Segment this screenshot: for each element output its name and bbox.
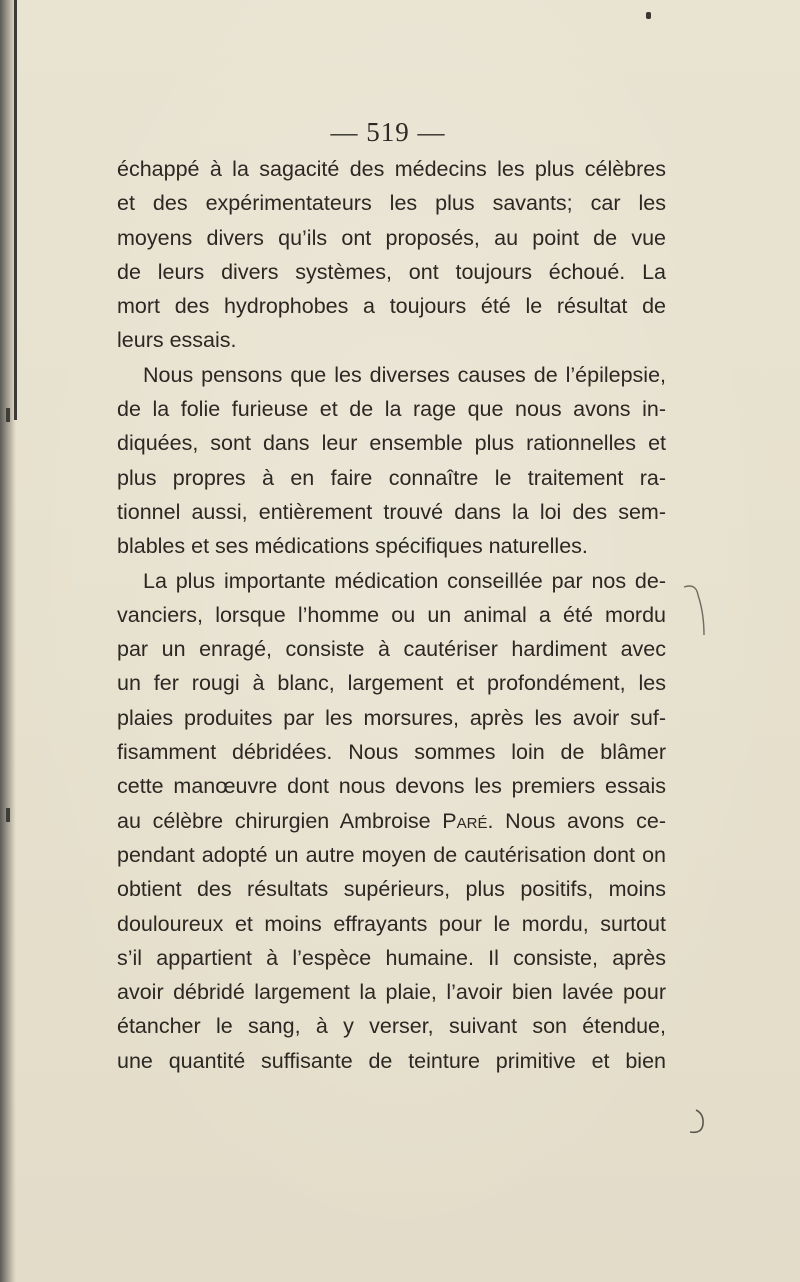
body-text (117, 152, 666, 1078)
text-line: diquées, sont dans leur ensemble plus rationnelles et (117, 431, 666, 456)
text-line: par un enragé, consiste à cautériser hardiment avec (117, 637, 666, 662)
text-line: douloureux et moins effrayants pour le mordu, surtout (117, 911, 666, 936)
page-number: — 519 — (330, 117, 446, 147)
text-line: pendant adopté un autre moyen de cautérisation dont on (117, 842, 666, 867)
text-line: obtient des résultats supérieurs, plus positifs, moins (117, 877, 666, 902)
text-line: tionnel aussi, entièrement trouvé dans la loi des sem- (117, 499, 666, 524)
text-line: avoir débridé largement la plaie, l’avoir bien lavée pour (117, 980, 666, 1005)
text-fragment: . Nous avons ce- (487, 808, 666, 833)
pencil-bracket-icon (674, 583, 714, 653)
text-fragment: au célèbre chirurgien Ambroise (117, 808, 431, 833)
text-line: fisamment débridées. Nous sommes loin de blâmer (117, 740, 666, 765)
text-line: vanciers, lorsque l’homme ou un animal a été mordu (117, 602, 666, 627)
text-line: blables et ses médications spécifiques naturelles. (117, 534, 588, 559)
text-line: mort des hydrophobes a toujours été le résultat de (117, 294, 666, 319)
text-line: Nous pensons que les diverses causes de l’épilepsie, (143, 362, 666, 387)
ink-dot (646, 12, 651, 19)
author-name: Paré (442, 808, 488, 833)
text-line: plus propres à en faire connaître le traitement ra- (117, 465, 666, 490)
text-line: de leurs divers systèmes, ont toujours échoué. La (117, 259, 666, 284)
text-line: leurs essais. (117, 328, 237, 353)
pencil-bracket-icon (688, 1108, 706, 1136)
text-line: et des expérimentateurs les plus savants; car les (117, 191, 666, 216)
margin-mark (6, 808, 10, 822)
text-line: moyens divers qu’ils ont proposés, au point de vue (117, 225, 666, 250)
text-line: de la folie furieuse et de la rage que nous avons in- (117, 397, 666, 422)
text-line: échappé à la sagacité des médecins les plus célèbres (117, 157, 666, 181)
text-line: un fer rougi à blanc, largement et profondément, les (117, 671, 666, 696)
binding-line (14, 0, 17, 420)
text-line: plaies produites par les morsures, après les avoir suf- (117, 705, 666, 730)
text-line: La plus importante médication conseillée par nos de- (143, 568, 666, 593)
text-line: étancher le sang, à y verser, suivant son étendue, (117, 1014, 666, 1039)
text-line: cette manœuvre dont nous devons les premiers essais (117, 774, 666, 799)
text-line: une quantité suffisante de teinture primitive et bien (117, 1048, 666, 1073)
margin-mark (6, 408, 10, 422)
text-line: s’il appartient à l’espèce humaine. Il consiste, après (117, 945, 666, 970)
text-line (117, 804, 666, 838)
